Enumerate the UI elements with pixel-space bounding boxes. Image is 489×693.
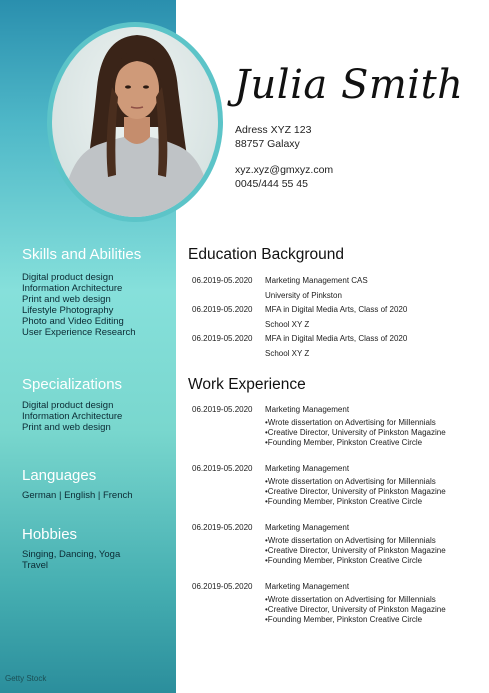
hobbies-list: [22, 549, 120, 571]
skills-list: [22, 272, 136, 338]
work-bullet: •Creative Director, University of Pinkston Magazine: [265, 487, 446, 496]
work-bullet: •Creative Director, University of Pinkston Magazine: [265, 428, 446, 437]
skill-item: Photo and Video Editing: [22, 316, 124, 327]
work-bullet: •Wrote dissertation on Advertising for Millennials: [265, 418, 436, 427]
contact-block: [235, 123, 333, 191]
person-name: Julia Smith: [234, 62, 464, 108]
work-bullet: •Wrote dissertation on Advertising for Millennials: [265, 477, 436, 486]
work-bullet: •Wrote dissertation on Advertising for Millennials: [265, 595, 436, 604]
hobby-item: Travel: [22, 560, 49, 571]
work-bullet: •Founding Member, Pinkston Creative Circle: [265, 556, 423, 565]
education-school: University of Pinkston: [265, 291, 342, 300]
skill-item: User Experience Research: [22, 327, 136, 338]
languages-heading: Languages: [22, 467, 97, 484]
education-title: MFA in Digital Media Arts, Class of 2020: [265, 305, 408, 314]
languages-text: German | English | French: [22, 490, 133, 501]
education-school: School XY Z: [265, 349, 310, 358]
work-date: 06.2019-05.2020: [192, 523, 253, 532]
work-bullet: •Wrote dissertation on Advertising for Millennials: [265, 536, 436, 545]
education-title: MFA in Digital Media Arts, Class of 2020: [265, 334, 408, 343]
work-date: 06.2019-05.2020: [192, 582, 253, 591]
education-heading: Education Background: [188, 246, 344, 263]
address-line-2: 88757 Galaxy: [235, 138, 300, 150]
education-school: School XY Z: [265, 320, 310, 329]
work-bullet: •Creative Director, University of Pinkston Magazine: [265, 605, 446, 614]
photo-credit: Getty Stock: [5, 674, 47, 683]
specialization-item: Print and web design: [22, 422, 111, 433]
skill-item: Digital product design: [22, 272, 114, 283]
hobby-item: Singing, Dancing, Yoga: [22, 549, 121, 560]
work-title: Marketing Management: [265, 464, 350, 473]
work-heading: Work Experience: [188, 376, 306, 393]
hobbies-heading: Hobbies: [22, 526, 78, 543]
work-bullet: •Founding Member, Pinkston Creative Circle: [265, 438, 423, 447]
work-bullet: •Founding Member, Pinkston Creative Circle: [265, 497, 423, 506]
education-date: 06.2019-05.2020: [192, 276, 253, 285]
address-line-1: Adress XYZ 123: [235, 124, 312, 136]
specialization-item: Digital product design: [22, 400, 114, 411]
work-title: Marketing Management: [265, 523, 350, 532]
specializations-heading: Specializations: [22, 376, 123, 393]
work-bullet: •Founding Member, Pinkston Creative Circle: [265, 615, 423, 624]
phone-number: 0045/444 55 45: [235, 178, 308, 190]
work-title: Marketing Management: [265, 582, 350, 591]
skill-item: Print and web design: [22, 294, 111, 305]
email-address: xyz.xyz@gmxyz.com: [235, 164, 334, 176]
work-date: 06.2019-05.2020: [192, 464, 253, 473]
specializations-list: [22, 400, 122, 433]
specialization-item: Information Architecture: [22, 411, 123, 422]
skill-item: Lifestyle Photography: [22, 305, 114, 316]
education-date: 06.2019-05.2020: [192, 334, 253, 343]
education-title: Marketing Management CAS: [265, 276, 368, 285]
portrait-illustration: [52, 27, 218, 217]
skill-item: Information Architecture: [22, 283, 123, 294]
work-title: Marketing Management: [265, 405, 350, 414]
skills-heading: Skills and Abilities: [22, 246, 142, 263]
profile-photo: [52, 27, 218, 217]
languages-list: [22, 490, 133, 501]
work-bullet: •Creative Director, University of Pinkston Magazine: [265, 546, 446, 555]
work-date: 06.2019-05.2020: [192, 405, 253, 414]
education-date: 06.2019-05.2020: [192, 305, 253, 314]
